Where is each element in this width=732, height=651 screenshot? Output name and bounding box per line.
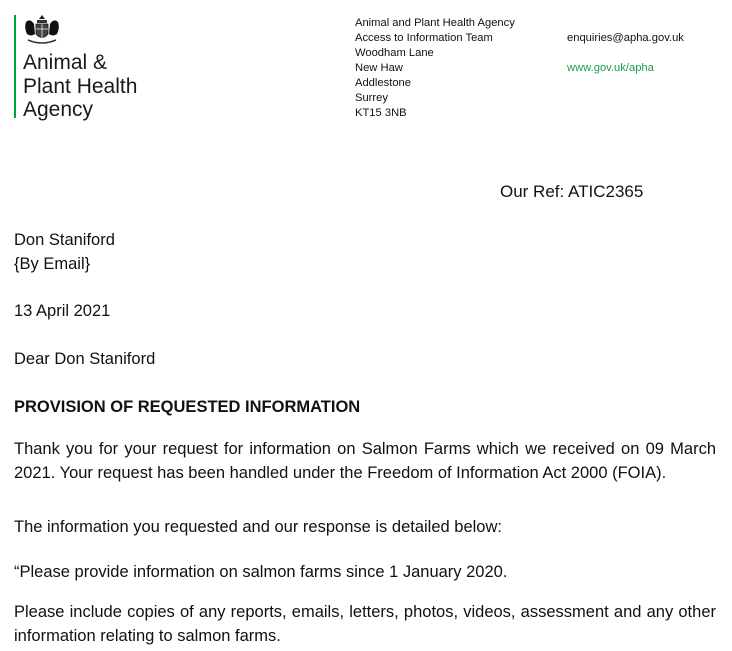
address-line: KT15 3NB [355,107,407,119]
recipient-name: Don Staniford [14,231,115,249]
logo-line: Animal & [23,51,108,74]
address-line: Animal and Plant Health Agency [355,17,515,29]
logo-line: Agency [23,98,94,121]
contact-details [567,31,684,76]
paragraph: The information you requested and our response is detailed below: [14,518,502,536]
sender-address [355,16,515,121]
website-link[interactable]: www.gov.uk/apha [567,62,654,74]
address-line: Surrey [355,92,388,104]
royal-crest-icon [22,14,62,48]
email-link[interactable]: enquiries@apha.gov.uk [567,32,684,44]
paragraph: Please include copies of any reports, emails, letters, photos, videos, assessment and any other information relating to salmon farms. [14,603,716,645]
letter-date: 13 April 2021 [14,302,111,320]
address-line: Woodham Lane [355,47,434,59]
reference-number: Our Ref: ATIC2365 [500,182,644,201]
address-line: Access to Information Team [355,32,493,44]
salutation: Dear Don Staniford [14,350,156,368]
logo-line: Plant Health [23,74,138,98]
address-line: Addlestone [355,77,411,89]
delivery-method: {By Email} [14,255,91,273]
letter-heading: PROVISION OF REQUESTED INFORMATION [14,398,361,416]
logo-accent-bar [14,15,16,118]
paragraph: “Please provide information on salmon farms since 1 January 2020. [14,563,508,581]
address-line: New Haw [355,62,403,74]
paragraph: Thank you for your request for information on Salmon Farms which we received on 09 March 2021. Your request has been handled under the Freedom of Information Act 2000 (FOIA). [14,440,716,482]
agency-logo-text [23,51,137,122]
